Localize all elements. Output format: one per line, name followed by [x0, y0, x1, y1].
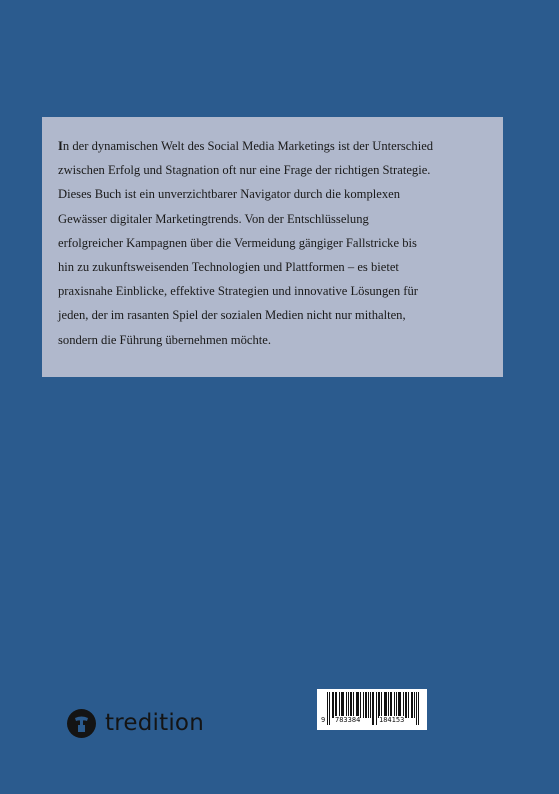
- blurb-line: praxisnahe Einblicke, effektive Strategien und innovative Lösungen für: [58, 284, 418, 299]
- blurb-line: [58, 134, 489, 158]
- barcode-bar: [405, 692, 406, 718]
- barcode-bar: [356, 692, 357, 718]
- barcode-left-digits: 783384: [335, 716, 361, 724]
- barcode-bar: [332, 692, 333, 718]
- drop-letter: I: [58, 139, 63, 153]
- barcode-digits: [317, 716, 427, 726]
- barcode-bar: [353, 692, 354, 718]
- blurb-line: hin zu zukunftsweisenden Technologien und Plattformen – es bietet: [58, 260, 399, 275]
- barcode-bar: [336, 692, 337, 718]
- barcode-bar: [341, 692, 342, 718]
- barcode-bar: [403, 692, 404, 718]
- barcode-lead-digit: 9: [321, 716, 326, 724]
- barcode-bar: [414, 692, 415, 718]
- barcode-bar: [368, 692, 369, 718]
- blurb-line-text: n der dynamischen Welt des Social Media Marketings ist der Unterschied: [62, 139, 434, 153]
- blurb-line: jeden, der im rasanten Spiel der sozialen Medien nicht nur mithalten,: [58, 308, 406, 323]
- blurb-line: Dieses Buch ist ein unverzichtbarer Navigator durch die komplexen: [58, 187, 401, 202]
- barcode-bar: [365, 692, 366, 718]
- barcode-bar: [357, 692, 358, 718]
- barcode-bar: [366, 692, 367, 718]
- blurb-line: sondern die Führung übernehmen möchte.: [58, 332, 271, 347]
- barcode-bar: [411, 692, 412, 718]
- barcode-bar: [343, 692, 344, 718]
- barcode-bar: [398, 692, 399, 718]
- barcode-bar: [385, 692, 386, 718]
- tredition-logo-icon: [67, 709, 96, 738]
- barcode-bar: [350, 692, 351, 718]
- barcode-bar: [391, 692, 392, 718]
- barcode-bar: [381, 692, 382, 718]
- barcode-bar: [379, 692, 380, 718]
- barcode-bar: [339, 692, 340, 718]
- barcode-bar: [406, 692, 407, 718]
- barcode-bar: [342, 692, 343, 718]
- publisher-name: tredition: [105, 710, 204, 736]
- barcode-bar: [348, 692, 349, 718]
- barcode-bar: [408, 692, 409, 718]
- barcode-bar: [394, 692, 395, 718]
- barcode-bar: [360, 692, 361, 718]
- barcode-bar: [386, 692, 387, 718]
- blurb-text: [58, 134, 489, 352]
- barcode-bar: [358, 692, 359, 718]
- blurb-line: Gewässer digitaler Marketingtrends. Von der Entschlüsselung: [58, 211, 369, 226]
- barcode-bar: [363, 692, 364, 718]
- barcode-bar: [378, 692, 379, 718]
- barcode-bar: [412, 692, 413, 718]
- barcode-bar: [351, 692, 352, 718]
- barcode-bar: [400, 692, 401, 718]
- barcode-bar: [370, 692, 371, 718]
- publisher-logo: [67, 708, 204, 738]
- barcode-bar: [346, 692, 347, 718]
- blurb-line: zwischen Erfolg und Stagnation oft nur eine Frage der richtigen Strategie.: [58, 163, 431, 178]
- barcode-bar: [399, 692, 400, 718]
- barcode-bar: [335, 692, 336, 718]
- barcode-bar: [333, 692, 334, 718]
- barcode-bar: [390, 692, 391, 718]
- blurb-box: [42, 117, 503, 377]
- barcode-bar: [396, 692, 397, 718]
- barcode-bar: [384, 692, 385, 718]
- barcode-bar: [388, 692, 389, 718]
- blurb-line: erfolgreicher Kampagnen über die Vermeidung gängiger Fallstricke bis: [58, 235, 417, 250]
- isbn-barcode: [317, 689, 427, 730]
- barcode-right-digits: 184153: [379, 716, 405, 724]
